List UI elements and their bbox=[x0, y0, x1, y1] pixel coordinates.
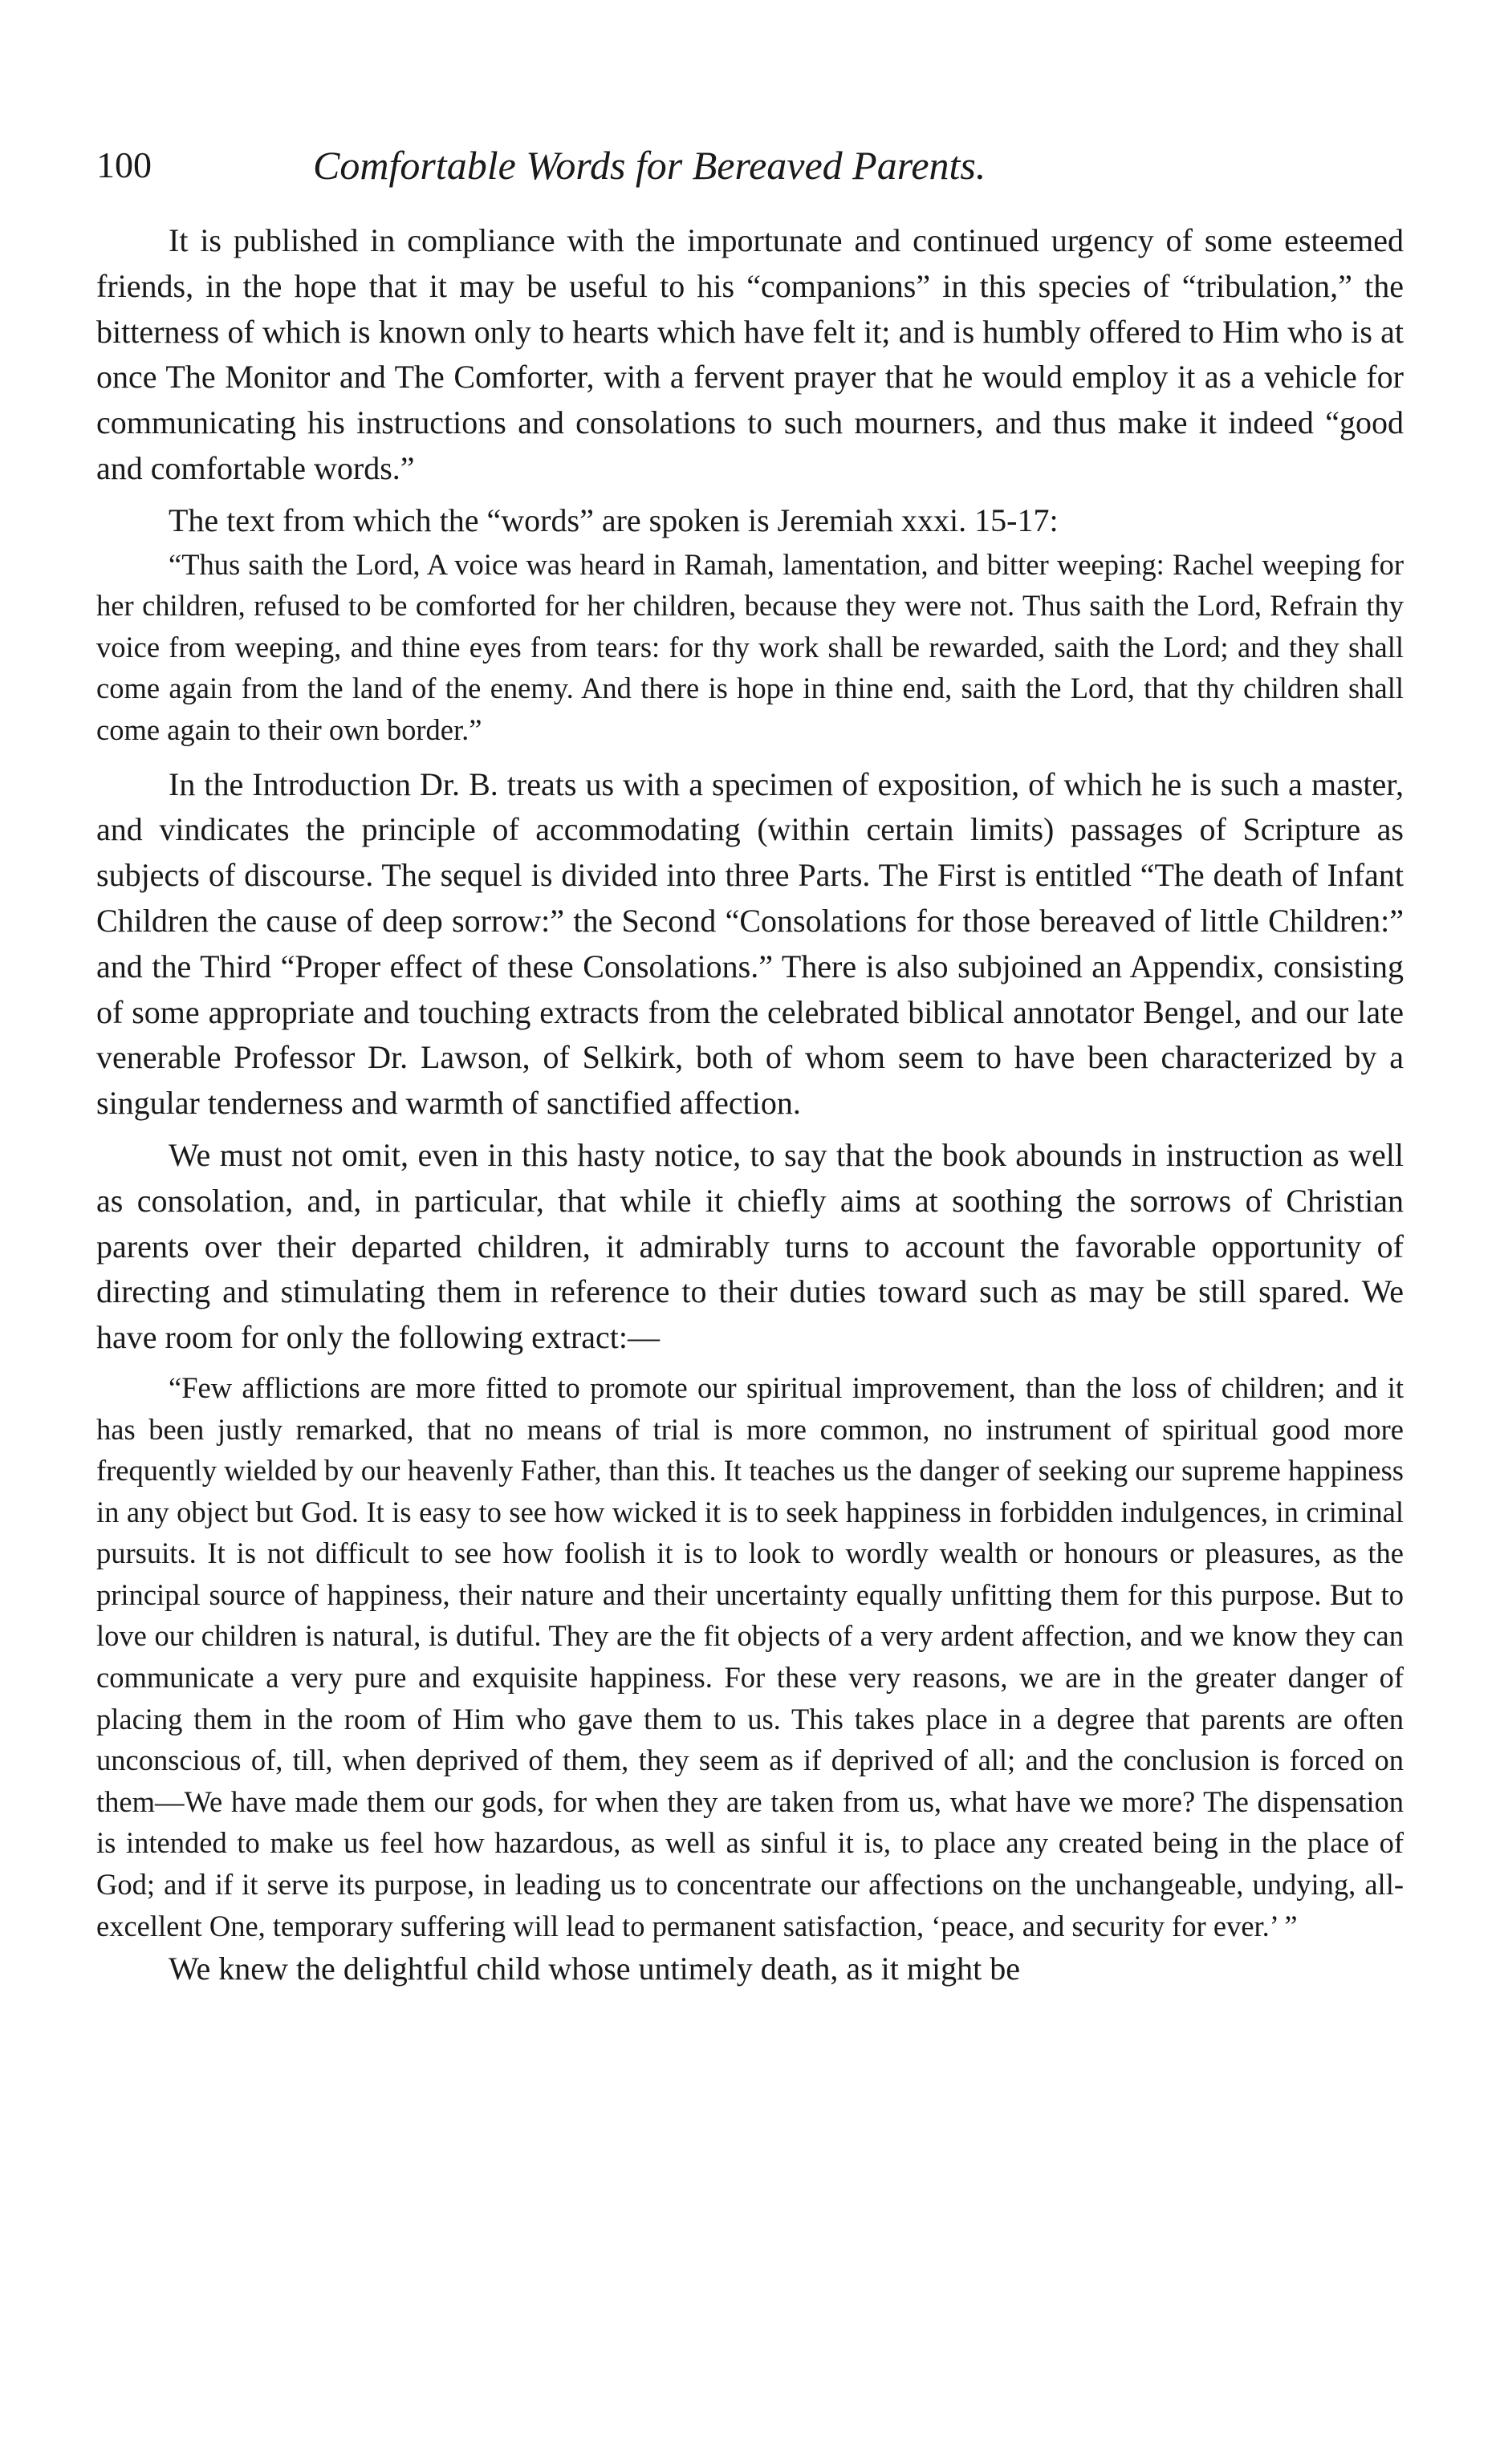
paragraph-closing: We knew the delightful child whose untimely death, as it might be bbox=[169, 1950, 1020, 1987]
paragraph-scripture-quote: “Thus saith the Lord, A voice was heard in Ramah, lamentation, and bitter weeping: Rachel weeping for her children, refused to be comforted for her children, because they were not. Thus saith the Lord, Refrain thy voice from weeping, and thine eyes from tears: for thy work shall be rewarded, saith the Lord; and they shall come again from the land of the enemy. And there is hope in thine end, saith the Lord, that thy children shall come again to their own border.” bbox=[96, 547, 1404, 746]
paragraph-book-praise: We must not omit, even in this hasty notice, to say that the book abounds in instruction as well as consolation, and, in particular, that while it chiefly aims at soothing the sorrows of Christian parents over their departed children, it admirably turns to account the favorable opportunity of directing and stimulating them in reference to their duties toward such as may be still spared. We have room for only the following extract:— bbox=[96, 1136, 1404, 1356]
body-text bbox=[96, 218, 1404, 1991]
paragraph-text-reference: The text from which the “words” are spoken is Jeremiah xxxi. 15-17: bbox=[169, 501, 1059, 538]
page-number: 100 bbox=[96, 144, 152, 185]
running-title: Comfortable Words for Bereaved Parents. bbox=[313, 143, 986, 188]
paragraph-publication-note: It is published in compliance with the importunate and continued urgency of some esteemed friends, in the hope that it may be useful to his “companions” in this species of “tribulation,” the bitterness of which is known only to hearts which have felt it; and is humbly offered to Him who is at once The Monitor and The Comforter, with a fervent prayer that he would employ it as a vehicle for communicating his instructions and consolations to such mourners, and thus make it indeed “good and comfortable words.” bbox=[96, 222, 1404, 486]
paragraph-introduction-summary: In the Introduction Dr. B. treats us with a specimen of exposition, of which he is such a master, and vindicates the principle of accommodating (within certain limits) passages of Scripture as subjects of discourse. The sequel is divided into three Parts. The First is entitled “The death of Infant Children the cause of deep sorrow:” the Second “Consolations for those bereaved of little Children:” and the Third “Proper effect of these Consolations.” There is also subjoined an Appendix, consisting of some appropriate and touching extracts from the celebrated biblical annotator Bengel, and our late venerable Professor Dr. Lawson, of Selkirk, both of whom seem to have been characterized by a singular tenderness and warmth of sanctified affection. bbox=[96, 765, 1404, 1122]
page-header bbox=[96, 141, 1404, 197]
paragraph-extract-quote: “Few afflictions are more fitted to promote our spiritual improvement, than the loss of children; and it has been justly remarked, that no means of trial is more common, no instrument of spiritual good more frequently wielded by our heavenly Father, than this. It teaches us the danger of seeking our supreme happiness in any object but God. It is easy to see how wicked it is to seek happiness in forbidden indulgences, in criminal pursuits. It is not difficult to see how foolish it is to look to wordly wealth or honours or pleasures, as the principal source of happiness, their nature and their uncertainty equally unfitting them for this purpose. But to love our children is natural, is dutiful. They are the fit objects of a very ardent affection, and we know they can communicate a very pure and exquisite happiness. For these very reasons, we are in the greater danger of placing them in the room of Him who gave them to us. This takes place in a degree that parents are often unconscious of, till, when deprived of them, they seem as if deprived of all; and the conclusion is forced on them—We have made them our gods, for when they are taken from us, what have we more? The dispensation is intended to make us feel how hazardous, as well as sinful it is, to place any created being in the place of God; and if it serve its purpose, in leading us to concentrate our affections on the unchangeable, undying, all-excellent One, temporary suffering will lead to permanent satisfaction, ‘peace, and security for ever.’ ” bbox=[96, 1370, 1404, 1942]
